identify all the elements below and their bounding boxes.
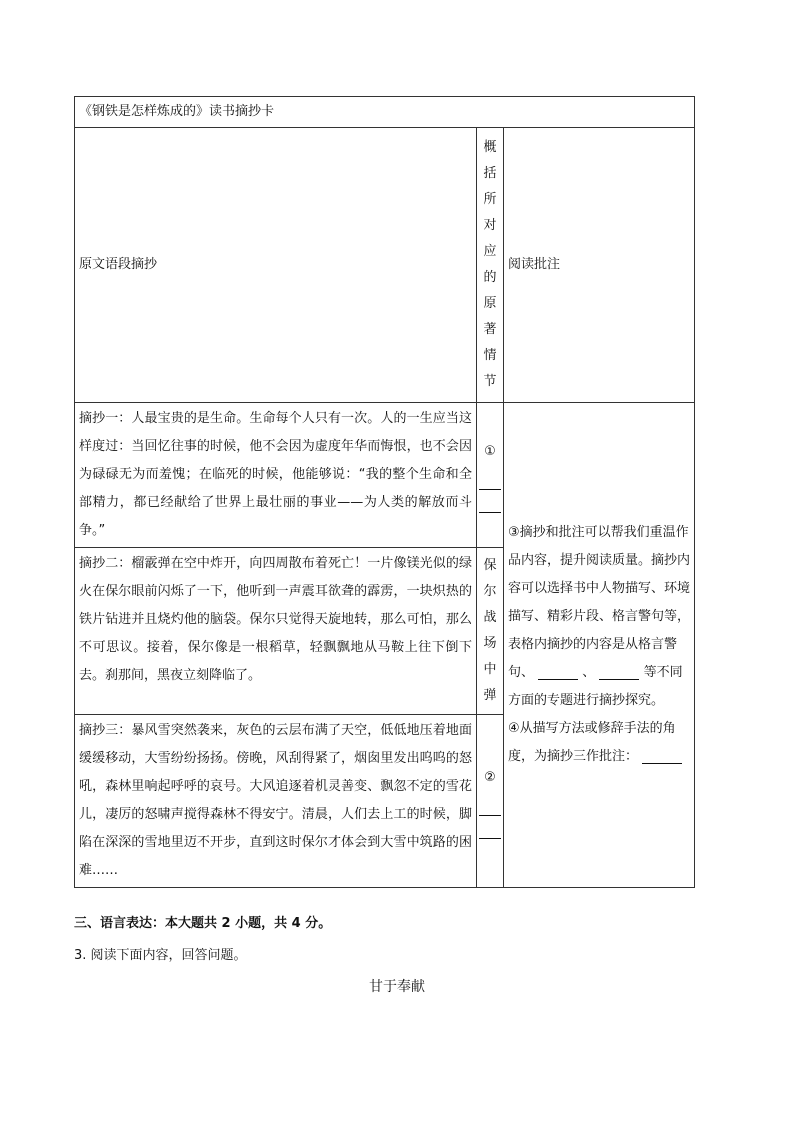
- plot-answer-2-char: 弹: [483, 688, 497, 703]
- annotation-cell: [504, 403, 695, 888]
- note-paragraph-4: ④从描写方法或修辞手法的角度，为摘抄三作批注：: [508, 721, 676, 764]
- answer-blank-4[interactable]: [642, 749, 682, 764]
- question-3: 3. 阅读下面内容，回答问题。: [74, 948, 247, 963]
- header-plot-summary-char: 著: [483, 322, 497, 337]
- section-heading: 三、语言表达：本大题共 2 小题，共 4 分。: [74, 916, 332, 931]
- plot-answer-2-char: 中: [483, 662, 497, 677]
- header-plot-summary-char: 应: [483, 244, 497, 259]
- note-separator: 、: [582, 665, 596, 680]
- card-title: 《钢铁是怎样炼成的》读书摘抄卡: [75, 97, 695, 128]
- header-plot-summary-char: 的: [483, 270, 497, 285]
- header-plot-summary-char: 原: [483, 296, 497, 311]
- passage-title: 甘于奉献: [369, 979, 425, 995]
- plot-answer-2: [477, 548, 504, 715]
- header-plot-summary: [477, 128, 504, 403]
- plot-answer-2-char: 保: [483, 558, 497, 573]
- plot-answer-1[interactable]: [477, 403, 504, 548]
- header-annotation: 阅读批注: [504, 128, 695, 403]
- plot-answer-2-char: 场: [483, 636, 497, 651]
- header-plot-summary-char: 对: [483, 218, 497, 233]
- answer-blank-2b[interactable]: [479, 816, 501, 839]
- answer-blank-3b[interactable]: [599, 665, 639, 680]
- header-plot-summary-char: 括: [483, 166, 497, 181]
- answer-blank-2a[interactable]: [479, 793, 501, 816]
- plot-answer-2-char: 战: [483, 610, 497, 625]
- answer-blank-1a[interactable]: [479, 467, 501, 490]
- note-paragraph-3-end: 等不同方面的专题进行摘抄探究。: [508, 665, 683, 708]
- header-plot-summary-char: 所: [483, 192, 497, 207]
- excerpt-2: 摘抄二：榴霰弹在空中炸开，向四周散布着死亡！一片像镁光似的绿火在保尔眼前闪烁了一下，他听到一声震耳欲聋的霹雳，一块炽热的铁片钻进并且烧灼他的脑袋。保尔只觉得天旋地转，那么可怕，那么不可思议。接着，保尔像是一根稻草，轻飘飘地从马鞍上往下倒下去。刹那间，黑夜立刻降临了。: [75, 548, 477, 715]
- answer-blank-1b[interactable]: [479, 490, 501, 513]
- reading-card-table: [74, 96, 695, 888]
- plot-answer-3[interactable]: [477, 715, 504, 888]
- excerpt-1: 摘抄一：人最宝贵的是生命。生命每个人只有一次。人的一生应当这样度过：当回忆往事的时候，他不会因为虚度年华而悔恨，也不会因为碌碌无为而羞愧；在临死的时候，他能够说：“我的整个生命和全部精力，都已经献给了世界上最壮丽的事业——为人类的解放而斗争。”: [75, 403, 477, 548]
- plot-marker-1: ①: [484, 444, 496, 459]
- header-plot-summary-char: 情: [483, 348, 497, 363]
- header-excerpt: 原文语段摘抄: [75, 128, 477, 403]
- answer-blank-3a[interactable]: [538, 665, 578, 680]
- plot-marker-2: ②: [484, 770, 496, 785]
- note-paragraph-3: ③摘抄和批注可以帮我们重温作品内容，提升阅读质量。摘抄内容可以选择书中人物描写、环境描写、精彩片段、格言警句等，表格内摘抄的内容是从格言警句、: [508, 525, 691, 680]
- header-plot-summary-char: 节: [483, 374, 497, 389]
- plot-answer-2-char: 尔: [483, 584, 497, 599]
- header-plot-summary-char: 概: [483, 140, 497, 155]
- excerpt-3: 摘抄三：暴风雪突然袭来，灰色的云层布满了天空，低低地压着地面缓缓移动，大雪纷纷扬扬。傍晚，风刮得紧了，烟囱里发出呜呜的怒吼，森林里响起呼呼的哀号。大风追逐着机灵善变、飘忽不定的雪花儿，凄厉的怒啸声搅得森林不得安宁。清晨，人们去上工的时候，脚陷在深深的雪地里迈不开步，直到这时保尔才体会到大雪中筑路的困难……: [75, 715, 477, 888]
